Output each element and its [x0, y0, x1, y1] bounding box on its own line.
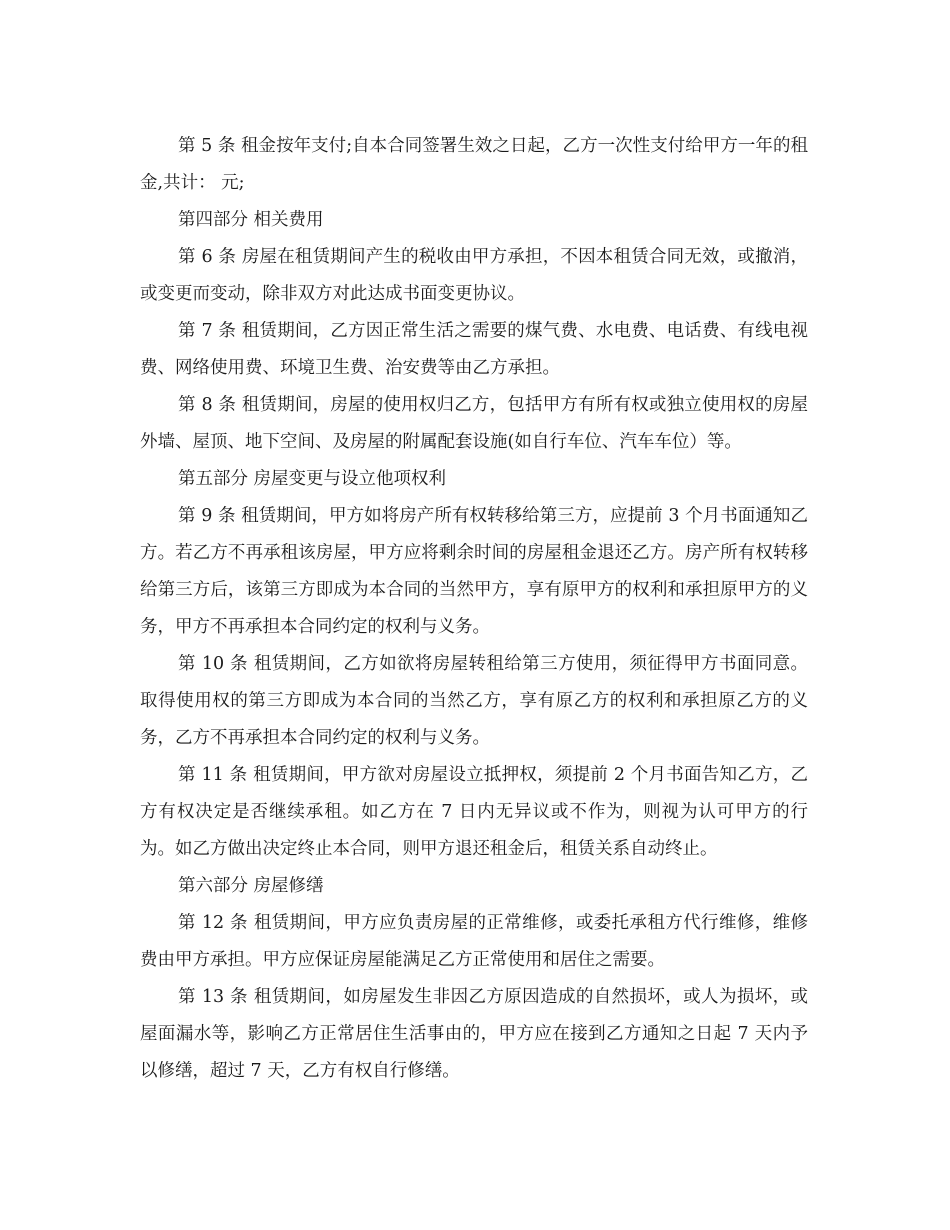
clause-7: 第 7 条 租赁期间，乙方因正常生活之需要的煤气费、水电费、电话费、有线电视费、网络使用费、环境卫生费、治安费等由乙方承担。 [140, 321, 808, 378]
clause-5: 第 5 条 租金按年支付;自本合同签署生效之日起，乙方一次性支付给甲方一年的租金,共计： 元; [140, 136, 808, 193]
section-heading-part-4: 第四部分 相关费用 [178, 210, 324, 230]
clause-9: 第 9 条 租赁期间，甲方如将房产所有权转移给第三方，应提前 3 个月书面通知乙方。若乙方不再承租该房屋，甲方应将剩余时间的房屋租金退还乙方。房产所有权转移给第三方后，该第三方即成为本合同的当然甲方，享有原甲方的权利和承担原甲方的义务，甲方不再承担本合同约定的权利与义务。 [140, 506, 808, 637]
clause-11: 第 11 条 租赁期间，甲方欲对房屋设立抵押权，须提前 2 个月书面告知乙方，乙方有权决定是否继续承租。如乙方在 7 日内无异议或不作为，则视为认可甲方的行为。如乙方做出决定终止本合同，则甲方退还租金后，租赁关系自动终止。 [140, 765, 808, 859]
clause-6: 第 6 条 房屋在租赁期间产生的税收由甲方承担，不因本租赁合同无效，或撤消，或变更而变动，除非双方对此达成书面变更协议。 [140, 247, 808, 304]
clause-12: 第 12 条 租赁期间，甲方应负责房屋的正常维修，或委托承租方代行维修，维修费由甲方承担。甲方应保证房屋能满足乙方正常使用和居住之需要。 [140, 913, 808, 970]
clause-10: 第 10 条 租赁期间，乙方如欲将房屋转租给第三方使用，须征得甲方书面同意。取得使用权的第三方即成为本合同的当然乙方，享有原乙方的权利和承担原乙方的义务，乙方不再承担本合同约定的权利与义务。 [140, 654, 808, 748]
clause-13: 第 13 条 租赁期间，如房屋发生非因乙方原因造成的自然损坏，或人为损坏，或屋面漏水等，影响乙方正常居住生活事由的，甲方应在接到乙方通知之日起 7 天内予以修缮，超过 7 天，乙方有权自行修缮。 [140, 987, 808, 1081]
section-heading-part-6: 第六部分 房屋修缮 [178, 876, 324, 896]
clause-8: 第 8 条 租赁期间，房屋的使用权归乙方，包括甲方有所有权或独立使用权的房屋外墙、屋顶、地下空间、及房屋的附属配套设施(如自行车位、汽车车位）等。 [140, 395, 808, 452]
document-body [140, 128, 808, 1090]
section-heading-part-5: 第五部分 房屋变更与设立他项权利 [178, 469, 447, 489]
